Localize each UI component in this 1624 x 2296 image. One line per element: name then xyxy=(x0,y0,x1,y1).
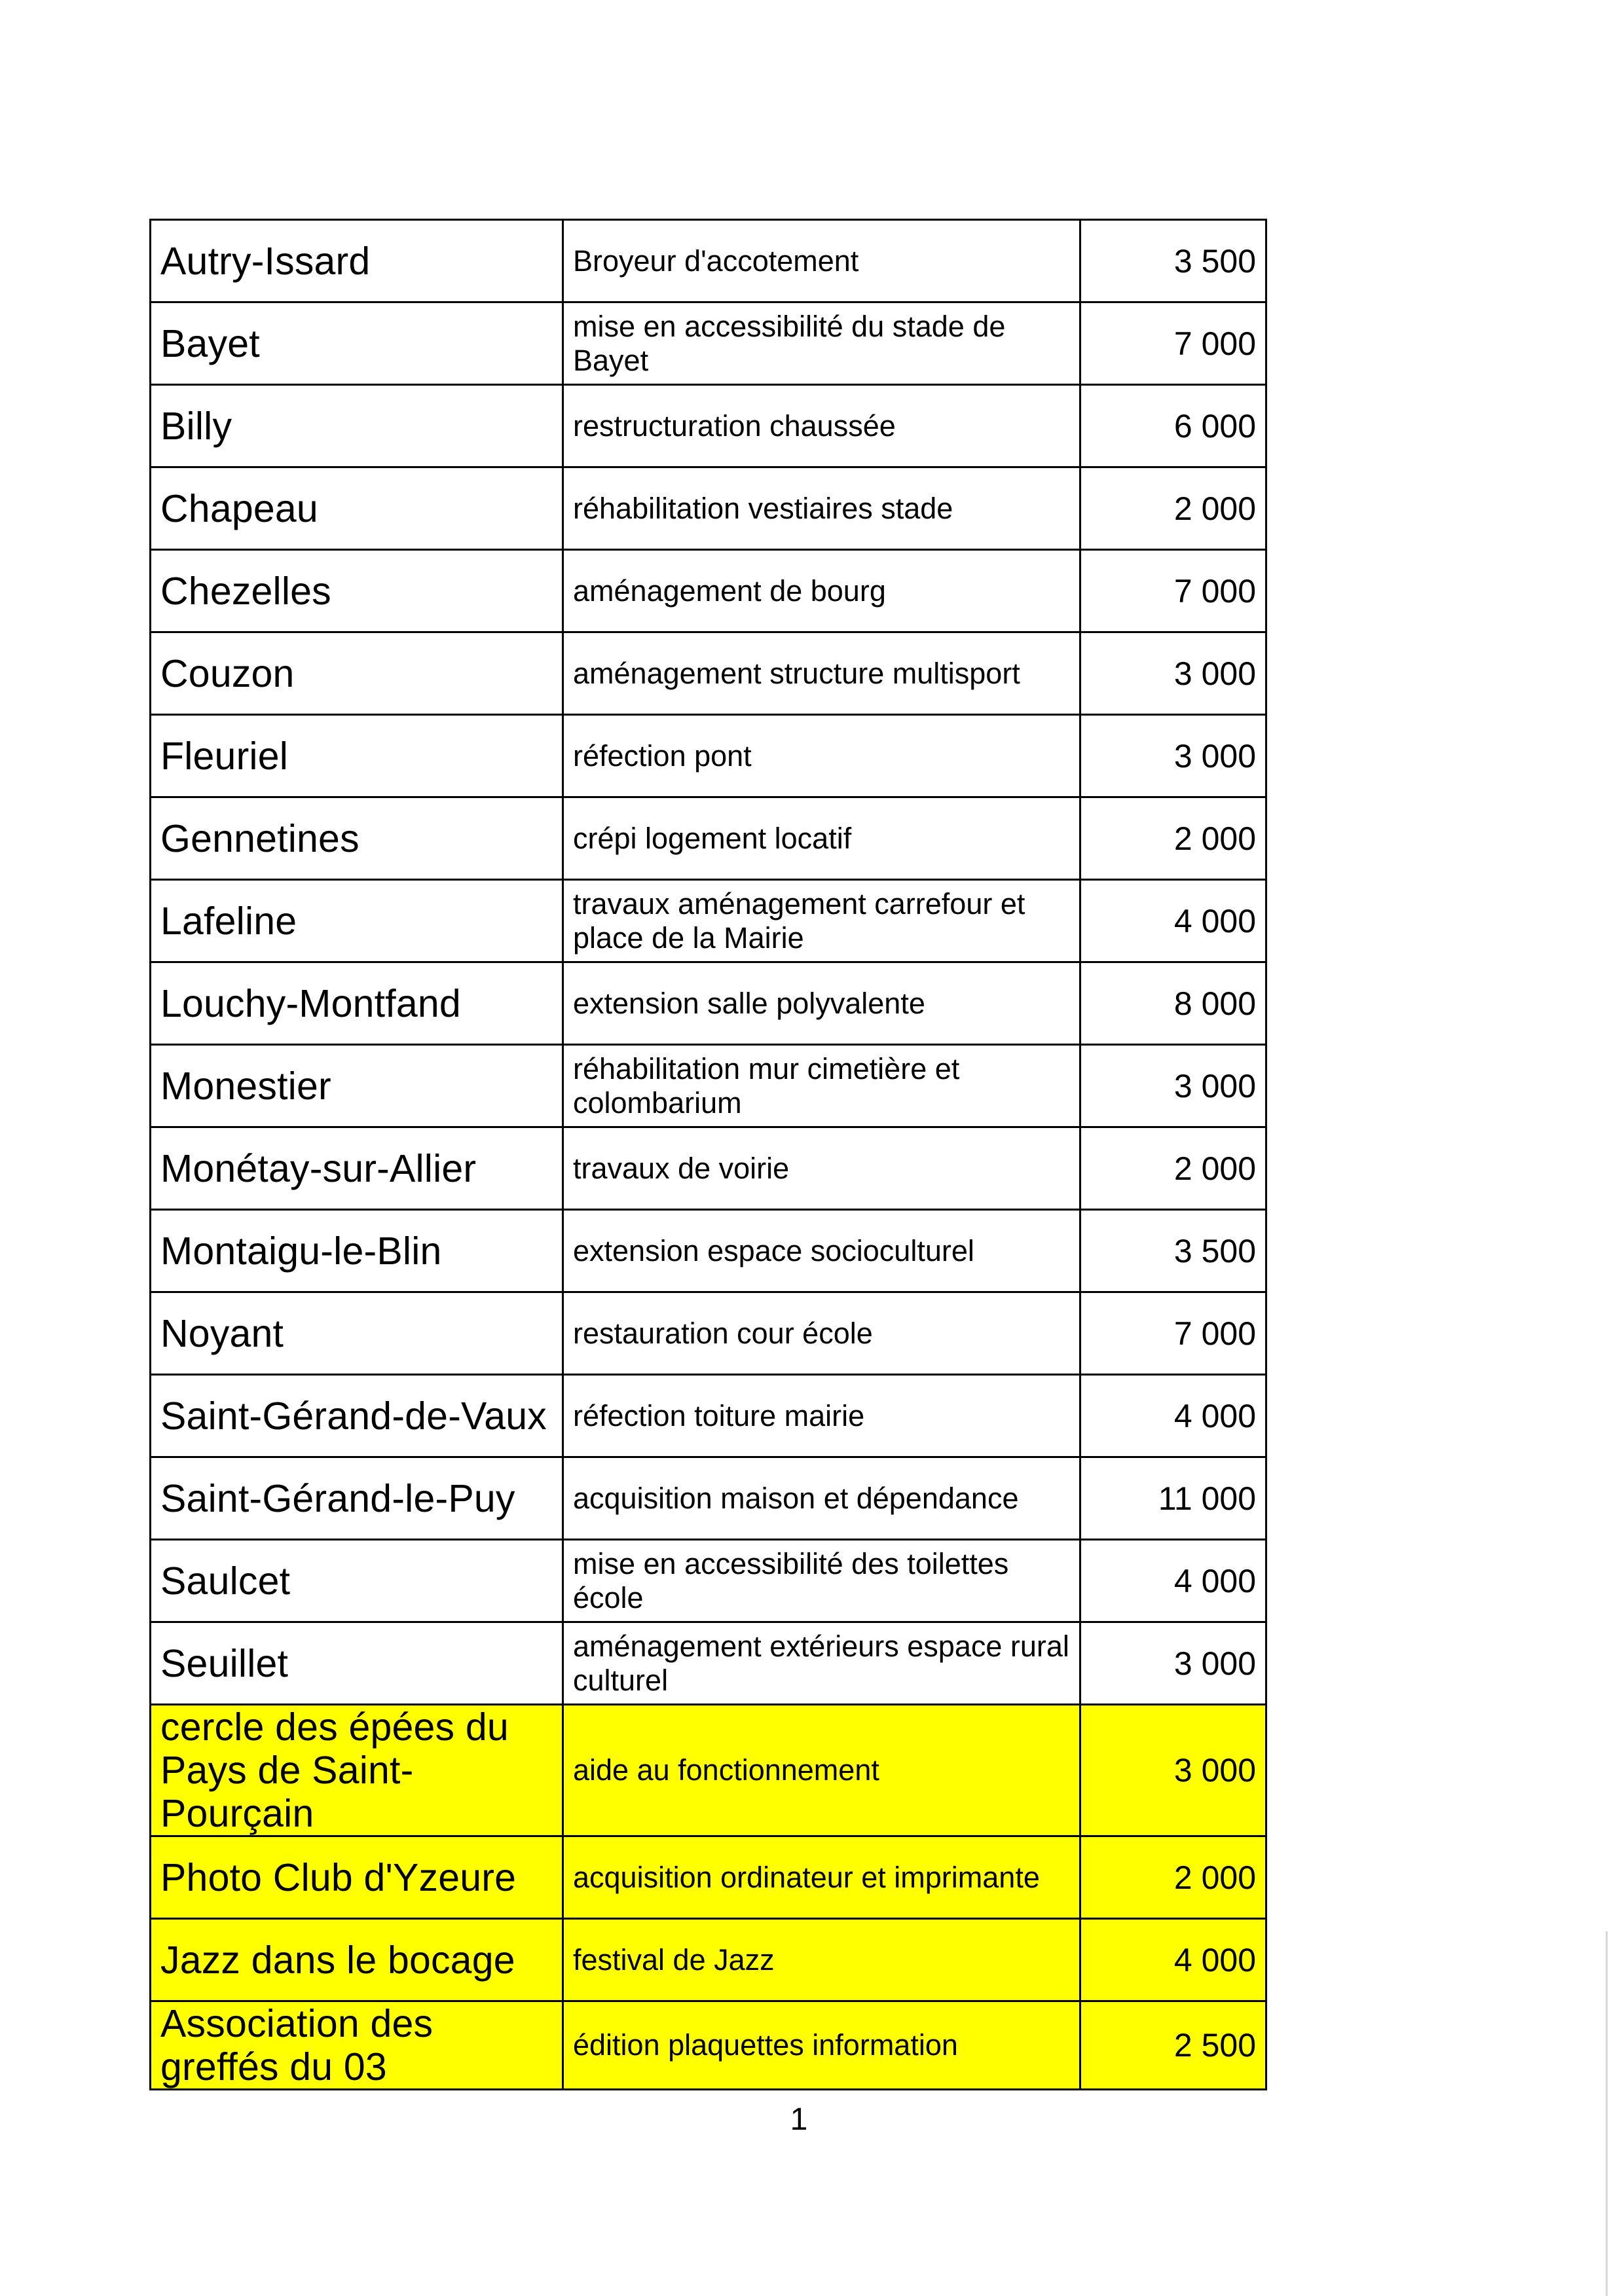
recipient-name: Monestier xyxy=(151,1045,563,1127)
table-row xyxy=(151,715,1266,797)
grant-amount: 4 000 xyxy=(1080,880,1266,962)
grant-amount: 3 500 xyxy=(1080,1210,1266,1292)
page-number: 1 xyxy=(790,2102,808,2137)
table-row-highlighted xyxy=(151,1705,1266,1836)
recipient-name: Chezelles xyxy=(151,550,563,632)
grant-amount: 3 000 xyxy=(1080,1622,1266,1705)
project-description: acquisition maison et dépendance xyxy=(563,1457,1080,1540)
grant-amount: 3 500 xyxy=(1080,220,1266,302)
project-description: mise en accessibilité des toilettes école xyxy=(563,1540,1080,1622)
grant-amount: 7 000 xyxy=(1080,1292,1266,1375)
grant-amount: 2 000 xyxy=(1080,797,1266,880)
project-description: réfection toiture mairie xyxy=(563,1375,1080,1457)
table-row xyxy=(151,1622,1266,1705)
table-row xyxy=(151,1375,1266,1457)
grant-amount: 2 000 xyxy=(1080,467,1266,550)
grant-amount: 3 000 xyxy=(1080,715,1266,797)
table-row xyxy=(151,1540,1266,1622)
grant-amount: 6 000 xyxy=(1080,385,1266,467)
project-description: réfection pont xyxy=(563,715,1080,797)
table-row xyxy=(151,880,1266,962)
project-description: réhabilitation mur cimetière et colombarium xyxy=(563,1045,1080,1127)
project-description: aide au fonctionnement xyxy=(563,1705,1080,1836)
project-description: festival de Jazz xyxy=(563,1919,1080,2001)
grant-amount: 3 000 xyxy=(1080,632,1266,715)
recipient-name: Seuillet xyxy=(151,1622,563,1705)
project-description: travaux aménagement carrefour et place de la Mairie xyxy=(563,880,1080,962)
table-row xyxy=(151,302,1266,385)
table-row xyxy=(151,220,1266,302)
recipient-name: Monétay-sur-Allier xyxy=(151,1127,563,1210)
table-row xyxy=(151,467,1266,550)
grant-amount: 7 000 xyxy=(1080,302,1266,385)
recipient-name: Gennetines xyxy=(151,797,563,880)
table-row xyxy=(151,1292,1266,1375)
project-description: édition plaquettes information xyxy=(563,2001,1080,2090)
project-description: réhabilitation vestiaires stade xyxy=(563,467,1080,550)
table-row xyxy=(151,550,1266,632)
project-description: acquisition ordinateur et imprimante xyxy=(563,1836,1080,1919)
grant-amount: 3 000 xyxy=(1080,1705,1266,1836)
grant-amount: 2 000 xyxy=(1080,1836,1266,1919)
grant-amount: 3 000 xyxy=(1080,1045,1266,1127)
project-description: aménagement extérieurs espace rural culturel xyxy=(563,1622,1080,1705)
recipient-name: Couzon xyxy=(151,632,563,715)
grant-amount: 7 000 xyxy=(1080,550,1266,632)
project-description: mise en accessibilité du stade de Bayet xyxy=(563,302,1080,385)
recipient-name: Montaigu-le-Blin xyxy=(151,1210,563,1292)
grant-amount: 2 500 xyxy=(1080,2001,1266,2090)
project-description: extension espace socioculturel xyxy=(563,1210,1080,1292)
table-row xyxy=(151,797,1266,880)
table-row-highlighted xyxy=(151,1836,1266,1919)
recipient-name: Saulcet xyxy=(151,1540,563,1622)
table-row-highlighted xyxy=(151,2001,1266,2090)
recipient-name: Photo Club d'Yzeure xyxy=(151,1836,563,1919)
recipient-name: Autry-Issard xyxy=(151,220,563,302)
recipient-name: Bayet xyxy=(151,302,563,385)
table-row xyxy=(151,1457,1266,1540)
project-description: travaux de voirie xyxy=(563,1127,1080,1210)
grant-amount: 4 000 xyxy=(1080,1375,1266,1457)
table-row xyxy=(151,1045,1266,1127)
project-description: restructuration chaussée xyxy=(563,385,1080,467)
grant-amount: 4 000 xyxy=(1080,1919,1266,2001)
recipient-name: Fleuriel xyxy=(151,715,563,797)
table-row xyxy=(151,1210,1266,1292)
recipient-name: Association des greffés du 03 xyxy=(151,2001,563,2090)
table-row-highlighted xyxy=(151,1919,1266,2001)
project-description: Broyeur d'accotement xyxy=(563,220,1080,302)
table-row xyxy=(151,632,1266,715)
project-description: extension salle polyvalente xyxy=(563,962,1080,1045)
project-description: aménagement structure multisport xyxy=(563,632,1080,715)
scan-edge-line xyxy=(1606,1931,1608,2296)
grant-amount: 8 000 xyxy=(1080,962,1266,1045)
grant-amount: 4 000 xyxy=(1080,1540,1266,1622)
grant-amount: 2 000 xyxy=(1080,1127,1266,1210)
recipient-name: Louchy-Montfand xyxy=(151,962,563,1045)
recipient-name: Saint-Gérand-le-Puy xyxy=(151,1457,563,1540)
project-description: aménagement de bourg xyxy=(563,550,1080,632)
recipient-name: cercle des épées du Pays de Saint-Pourçain xyxy=(151,1705,563,1836)
recipient-name: Saint-Gérand-de-Vaux xyxy=(151,1375,563,1457)
recipient-name: Billy xyxy=(151,385,563,467)
grant-amount: 11 000 xyxy=(1080,1457,1266,1540)
recipient-name: Lafeline xyxy=(151,880,563,962)
table-row xyxy=(151,1127,1266,1210)
project-description: restauration cour école xyxy=(563,1292,1080,1375)
recipient-name: Noyant xyxy=(151,1292,563,1375)
recipient-name: Chapeau xyxy=(151,467,563,550)
project-description: crépi logement locatif xyxy=(563,797,1080,880)
table-row xyxy=(151,385,1266,467)
recipient-name: Jazz dans le bocage xyxy=(151,1919,563,2001)
grants-table xyxy=(149,219,1267,2090)
table-row xyxy=(151,962,1266,1045)
